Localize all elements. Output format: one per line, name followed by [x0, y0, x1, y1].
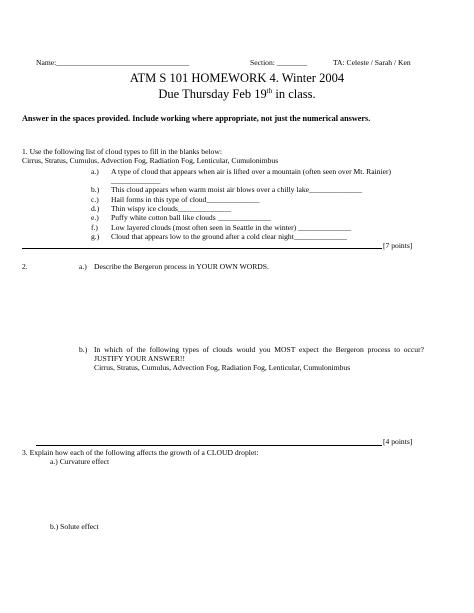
due-date-prefix: Due Thursday Feb 19 — [158, 87, 267, 101]
q2b-label: b.) — [79, 345, 88, 354]
q2a-text: Describe the Bergeron process in YOUR OWN WORDS. — [94, 262, 269, 271]
q1-item-label: f.) — [91, 223, 98, 232]
q1-item-label: a.) — [91, 167, 99, 176]
q1-item-label: e.) — [91, 213, 99, 222]
q2-points: [4 points] — [383, 437, 413, 446]
q1-item-label: c.) — [91, 195, 99, 204]
q2-separator-line — [36, 445, 382, 446]
q1-item-text: Low layered clouds (most often seen in Seattle in the winter) ______________ — [111, 223, 352, 232]
q1-cloud-list: Cirrus, Stratus, Cumulus, Advection Fog, Radiation Fog, Lenticular, Cumulonimbus — [22, 156, 279, 165]
q1-separator-line — [22, 248, 382, 249]
due-date — [0, 87, 474, 101]
q1-points: [7 points] — [383, 241, 413, 250]
due-date-suffix: in class. — [272, 87, 316, 101]
q1-item-label: g.) — [91, 232, 100, 241]
q1-item-text: Puffy white cotton ball like clouds ______________ — [111, 213, 271, 222]
q1-item-text: A type of cloud that appears when air is lifted over a mountain (often seen over Mt. Rainier) — [111, 167, 392, 176]
q2-number: 2. — [22, 262, 28, 271]
page-title: ATM S 101 HOMEWORK 4. Winter 2004 — [129, 71, 345, 85]
q2b-text: In which of the following types of clouds would you MOST expect the Bergeron process to occur? JUSTIFY YOUR ANSWER!! — [94, 345, 424, 363]
section-field-label: Section: ________ — [250, 58, 308, 67]
q1-item-blank: _____________ — [111, 176, 161, 185]
q3a-text: a.) Curvature effect — [50, 457, 110, 466]
q1-item-text: Cloud that appears low to the ground after a cold clear night______________ — [111, 232, 347, 241]
q2b-cloud-list: Cirrus, Stratus, Cumulus, Advection Fog, Radiation Fog, Lenticular, Cumulonimbus — [94, 363, 351, 372]
q3-prompt: 3. Explain how each of the following affects the growth of a CLOUD droplet: — [22, 448, 259, 457]
q1-item-text: This cloud appears when warm moist air blows over a chilly lake______________ — [111, 185, 363, 194]
q2a-label: a.) — [79, 262, 87, 271]
instructions: Answer in the spaces provided. Include working where appropriate, not just the numerical answers. — [22, 114, 371, 123]
q1-item-text: Thin wispy ice clouds______________ — [111, 204, 232, 213]
q3b-text: b.) Solute effect — [50, 522, 99, 531]
q1-item-label: b.) — [91, 185, 100, 194]
q1-prompt: 1. Use the following list of cloud types to fill in the blanks below: — [22, 147, 222, 156]
name-field-label: Name:___________________________________ — [36, 58, 190, 67]
ta-label: TA: Celeste / Sarah / Ken — [333, 58, 411, 67]
q1-item-text: Hail forms in this type of cloud______________ — [111, 195, 260, 204]
q1-item-label: d.) — [91, 204, 100, 213]
due-date-sup: th — [266, 86, 273, 95]
